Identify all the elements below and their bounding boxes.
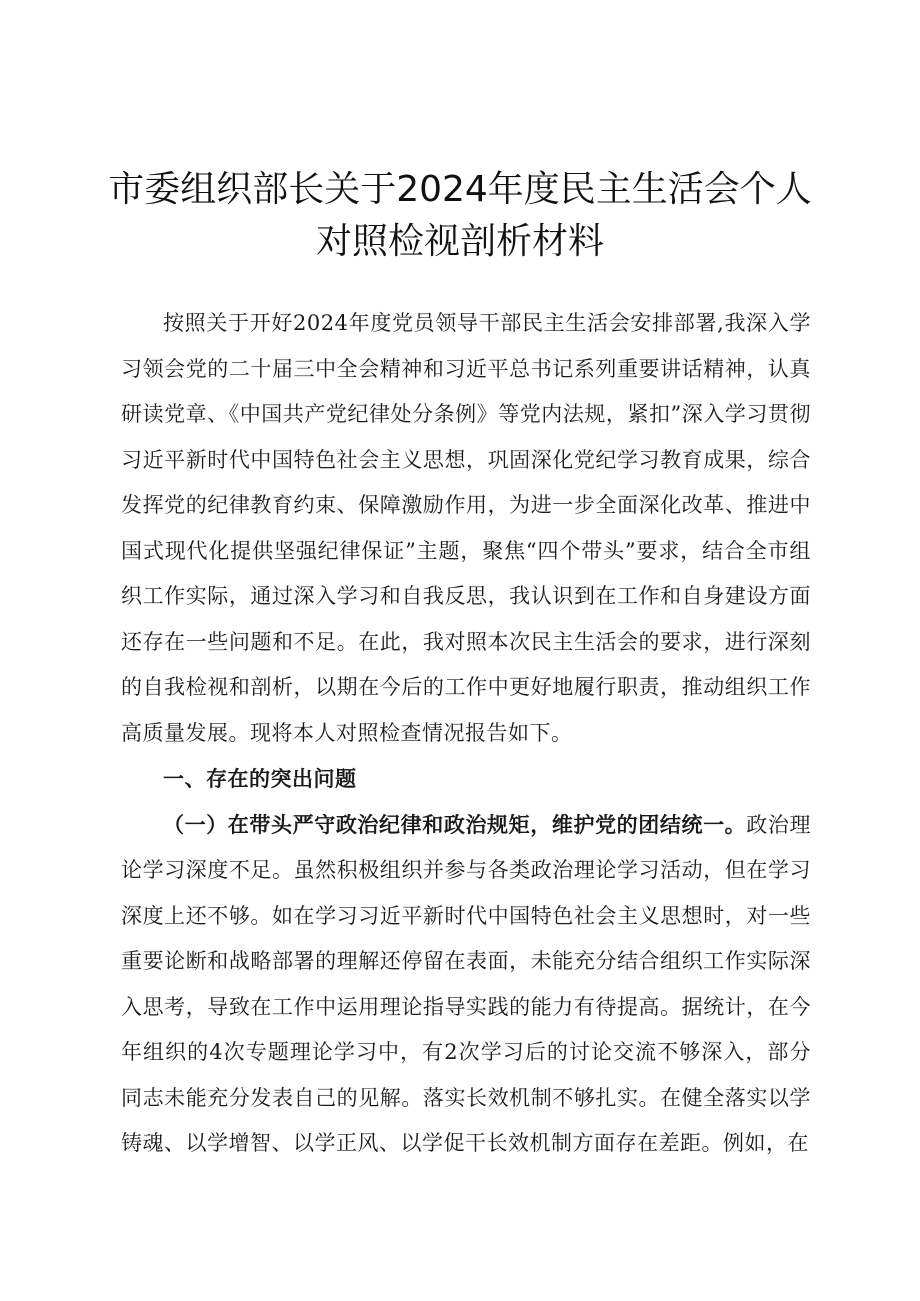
document-title-line-2: 对照检视剖析材料 [315,221,604,262]
subsection-paragraph-1 [121,802,811,1167]
document-body [121,301,811,1167]
section-heading-1: 一、存在的突出问题 [163,766,357,791]
intro-paragraph: 按照关于开好2024年度党员领导干部民主生活会安排部署,我深入学习领会党的二十届三中全会精神和习近平总书记系列重要讲话精神，认真研读党章、《中国共产党纪律处分条例》等党内法规，紧扣”深入学习贯彻习近平新时代中国特色社会主义思想，巩固深化党纪学习教育成果，综合发挥党的纪律教育约束、保障激励作用，为进一步全面深化改革、推进中国式现代化提供坚强纪律保证”主题，聚焦“四个带头”要求，结合全市组织工作实际，通过深入学习和自我反思，我认识到在工作和自身建设方面还存在一些问题和不足。在此，我对照本次民主生活会的要求，进行深刻的自我检视和剖析，以期在今后的工作中更好地履行职责，推动组织工作高质量发展。现将本人对照检查情况报告如下。 [121,311,811,745]
document-title-line-1: 市委组织部长关于2024年度民主生活会个人 [108,169,812,210]
subsection-heading-1: （一）在带头严守政治纪律和政治规矩，维护党的团结统一。 [163,811,747,837]
subsection-text-1: 政治理论学习深度不足。虽然积极组织并参与各类政治理论学习活动，但在学习深度上还不够。如在学习习近平新时代中国特色社会主义思想时，对一些重要论断和战略部署的理解还停留在表面，未能充分结合组织工作实际深入思考，导致在工作中运用理论指导实践的能力有待提高。据统计，在今年组织的4次专题理论学习中，有2次学习后的讨论交流不够深入，部分同志未能充分发表自己的见解。落实长效机制不够扎实。在健全落实以学铸魂、以学增智、以学正风、以学促干长效机制方面存在差距。例如，在 [121,812,812,1155]
